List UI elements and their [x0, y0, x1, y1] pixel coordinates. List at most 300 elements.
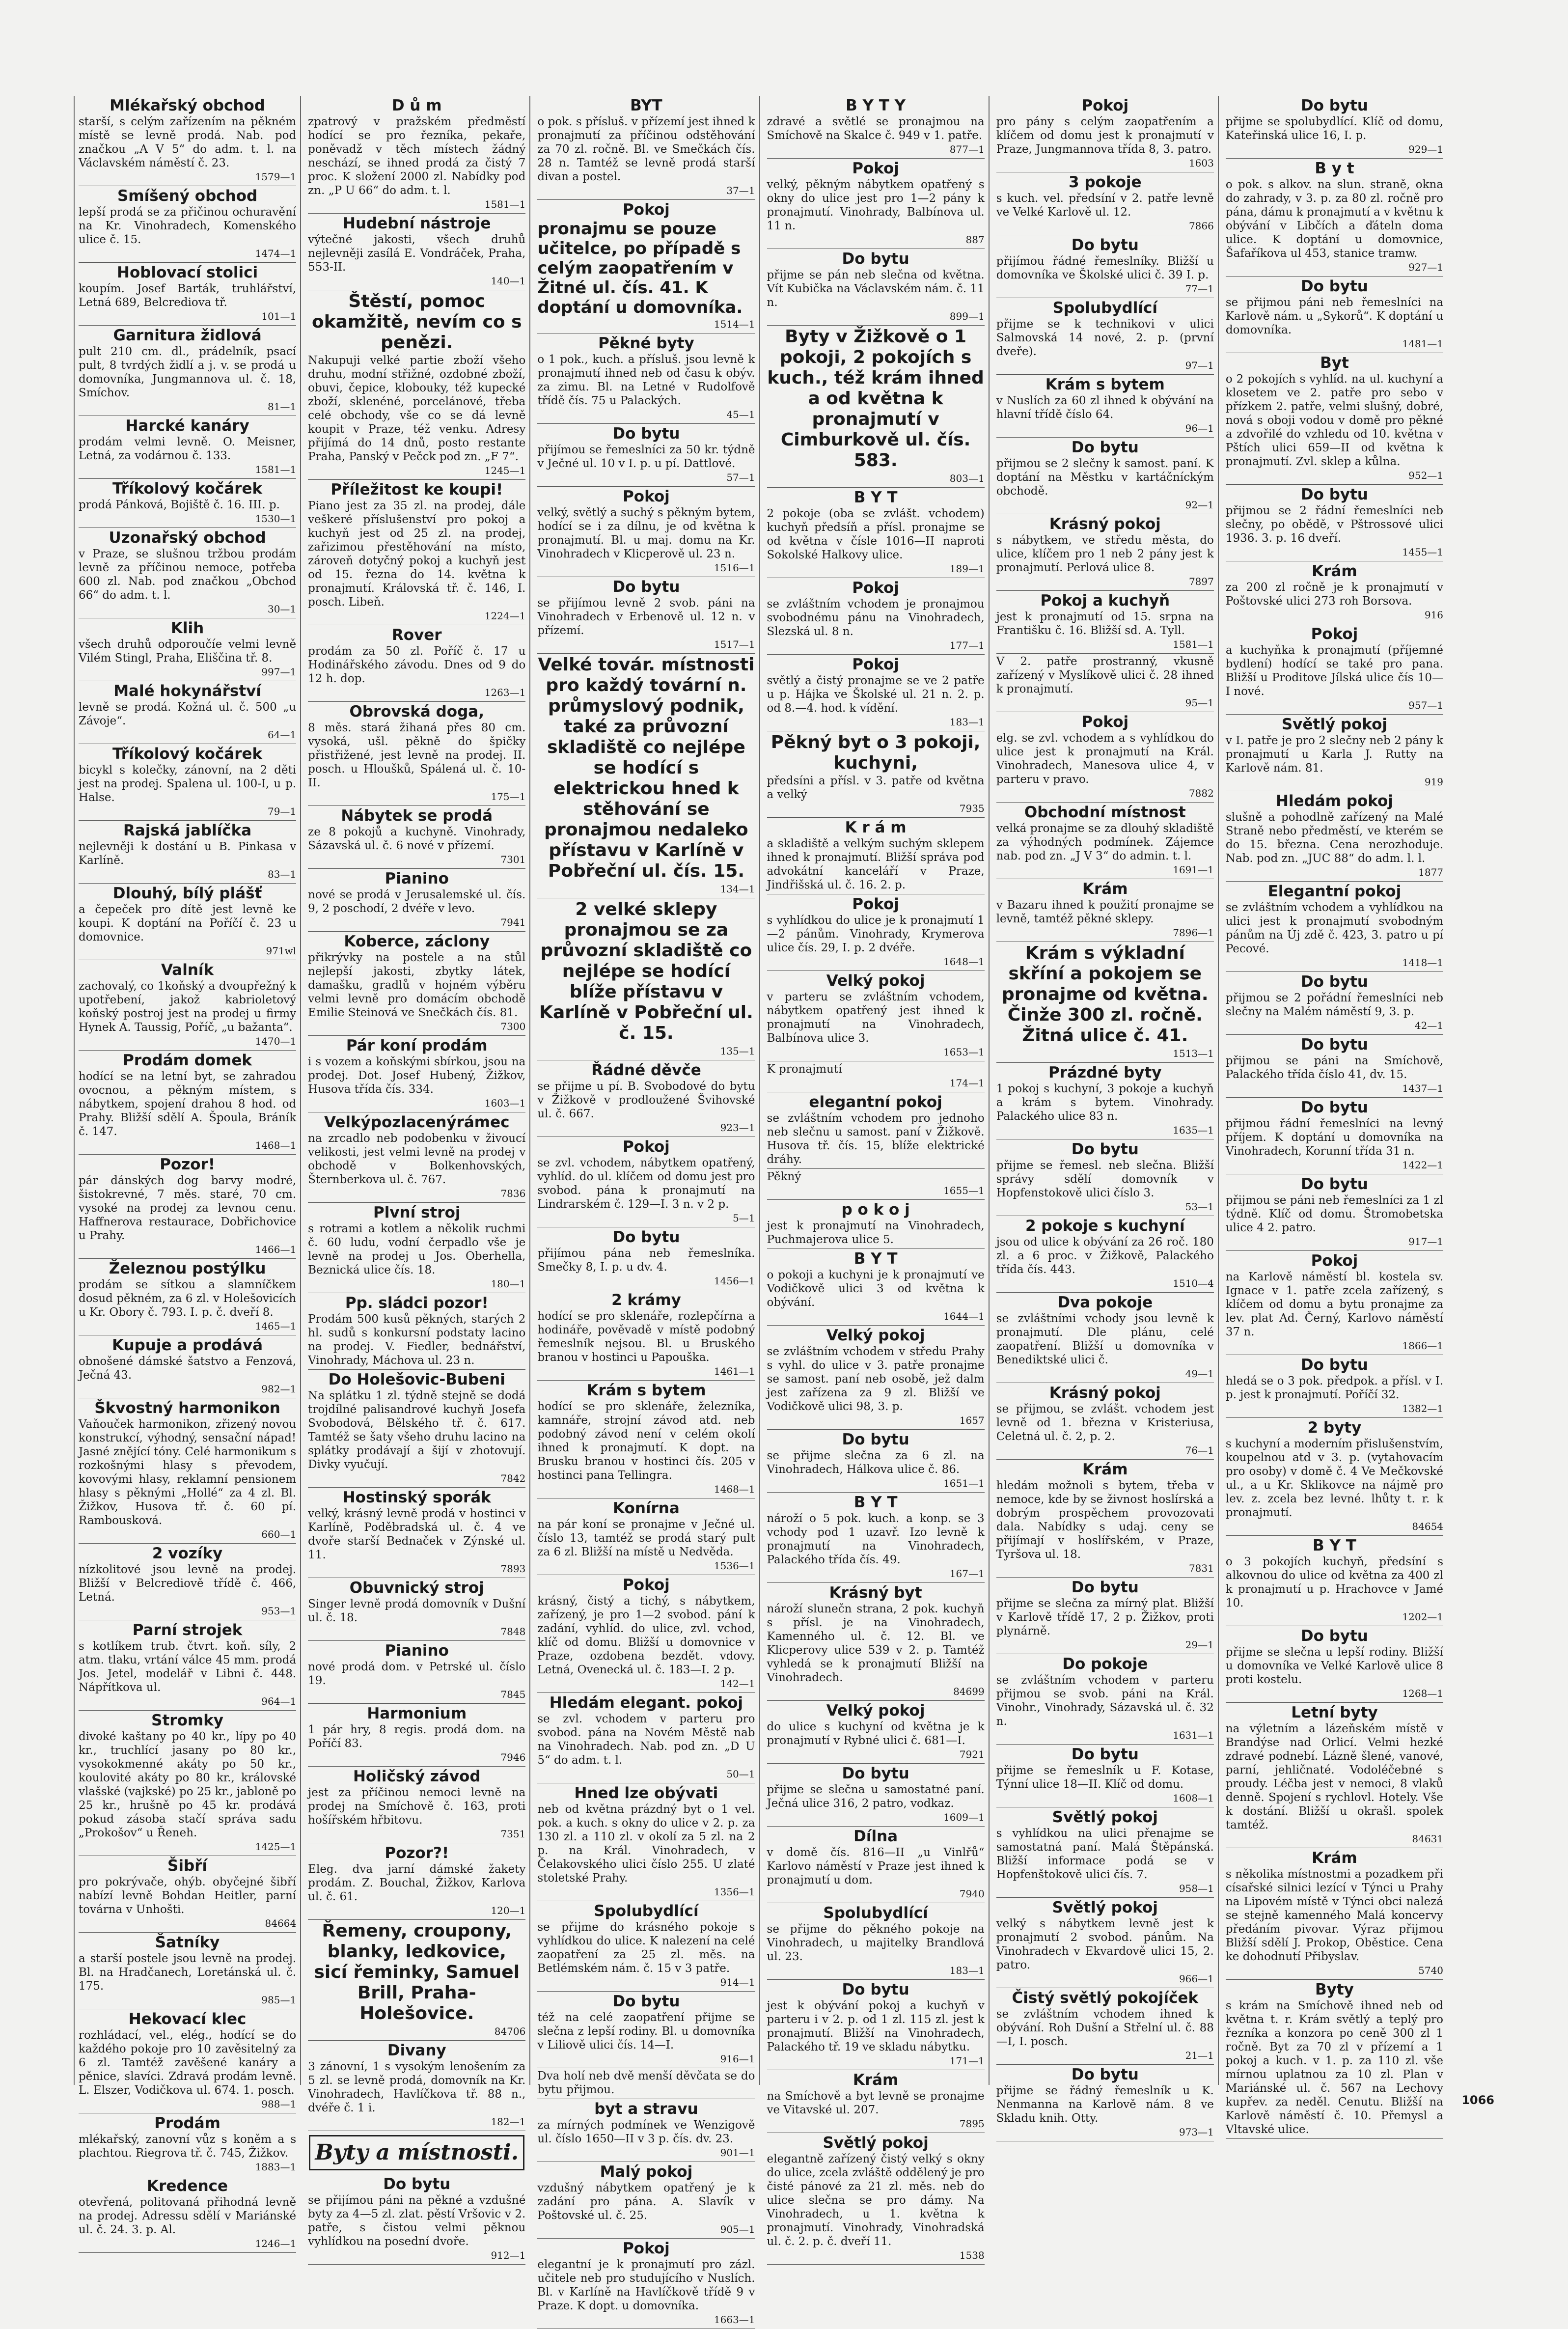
classified-ad: [1226, 96, 1443, 159]
ad-number: 660—1: [261, 1528, 297, 1540]
ad-body: prodám velmi levně. O. Meisner, Letná, za vodárnou č. 133.: [79, 436, 297, 462]
ad-body: přijme se slečna za mírný plat. Bližší v Karlově třídě 17, 2 p. Žižkov, proti plynárně.: [996, 1597, 1214, 1637]
classified-ad: [767, 1092, 985, 1169]
ad-number: 84706: [494, 2025, 526, 2037]
ad-number: 1422—1: [1402, 1159, 1444, 1171]
ad-number: 1468—1: [714, 1483, 755, 1495]
ad-number: 7848: [500, 1626, 526, 1637]
classified-ad: [308, 96, 525, 214]
ad-body: též na celé zaopatření přijme se slečna z lepší rodiny. Bl. u domovníka v Liliově ulici čís. 14—I.: [537, 2011, 755, 2052]
classified-ad: [767, 1980, 985, 2070]
ad-body: Eleg. dva jarní dámské žakety prodám. Z. Bouchal, Žižkov, Karlova ul. č. 61.: [308, 1863, 526, 1903]
classified-ad: [308, 932, 525, 1036]
ad-number: 1356—1: [714, 1886, 755, 1898]
ad-number: 171—1: [949, 2055, 985, 2067]
ad-body: přijímou se řemeslníci za 50 kr. týdně v Ječné ul. 10 v I. p. u pí. Dattlové.: [537, 444, 755, 470]
ad-body: se zvláštním vchodem a vyhlídkou na ulici jest k pronajmutí svobodným pánům na Új zdě č. 423, 3. patro u pí Pecové.: [1225, 901, 1444, 955]
classified-ad: [308, 1203, 525, 1293]
classified-ad: [79, 2176, 296, 2253]
ad-headline: Rover: [391, 626, 442, 644]
ad-headline: Tříkolový kočárek: [112, 745, 263, 763]
ad-headline: Pokoj: [623, 1576, 670, 1594]
ad-body: s kuch. vel. předsíní v 2. patře levně ve Velké Karlově ul. 12.: [996, 192, 1214, 219]
classified-ad: [537, 1137, 755, 1227]
column-6: [1222, 96, 1447, 2136]
ad-headline: Do bytu: [1071, 236, 1139, 254]
ad-headline: Velký pokoj: [826, 1702, 925, 1719]
ad-body: krásný, čistý a tichý, s nábytkem, zařízený, je pro 1—2 svobod. pání k zadání, vyhlíd. do ulice, zvl. vchod, klíč od domu. Bližší u domovnice v Praze, ozdobena bezdět. vdovy. Letná, Ovenecká ul. č. 183—I. 2 p.: [537, 1595, 755, 1676]
ad-body: o pok. s přísluš. v přízemí jest ihned k pronajmutí za příčinou odstěhování za 70 zl. ročně. Bl. ve Smečkách čís. 28 n. Tamtéž se levně prodá starší divan a postel.: [537, 115, 755, 183]
classified-ad: [996, 235, 1214, 298]
ad-headline: Šibří: [167, 1857, 208, 1875]
ad-body: nové se prodá v Jerusalemské ul. čís. 9, 2 poschodí, 2 dvéře v levo.: [308, 888, 526, 915]
ad-number: 1609—1: [943, 1811, 985, 1823]
ad-number: 183—1: [949, 1965, 985, 1976]
ad-headline: Smíšený obchod: [117, 187, 258, 205]
ad-body: na Karlově náměstí bl. kostela sv. Ignace v 1. patře zcela zařízený, s klíčem od domu a bytu pronajme za lev. plat Ad. Černý, Karlovo náměstí 37 n.: [1225, 1271, 1444, 1338]
column-4: [763, 96, 990, 2261]
classified-ad: [996, 514, 1214, 591]
ad-headline: elegantní pokoj: [809, 1093, 942, 1111]
ad-body: se přijme do pěkného pokoje na Vinohradech, u majitelky Brandlová ul. 23.: [767, 1923, 985, 1963]
ad-headline: Světlý pokoj: [1052, 1899, 1158, 1916]
ad-headline: K r á m: [845, 819, 907, 836]
ad-number: 84699: [953, 1686, 985, 1697]
ad-number: 5740: [1418, 1965, 1444, 1976]
ad-number: 7301: [500, 854, 526, 865]
ad-body: pro pokrývače, ohýb. obyčejné šibří nabízí levně Bohdan Heitler, parní továrna v Unhošti.: [79, 1876, 297, 1916]
ad-headline: Pokoj: [1311, 1252, 1358, 1270]
ad-headline: Krásný pokoj: [1049, 1384, 1161, 1402]
ad-body: o pokoji a kuchyni je k pronajmutí ve Vodičkově ulici 3 od května k obývání.: [767, 1269, 985, 1309]
ad-body: přijme se k technikovi v ulici Salmovská 14 nové, 2. p. (první dveře).: [996, 318, 1214, 358]
ad-body: a čepeček pro dítě jest levně ke koupi. K doptání na Poříčí č. 23 u domovnice.: [79, 903, 297, 943]
ad-headline: Pokoj: [623, 488, 670, 505]
ad-headline: 2 pokoje s kuchyní: [1025, 1217, 1185, 1235]
ad-number: 988—1: [261, 2098, 297, 2110]
classified-ad: [1226, 624, 1443, 715]
ad-number: 84631: [1412, 1833, 1444, 1845]
ad-number: 877—1: [949, 143, 985, 155]
ad-body: se zvl. vchodem v parteru pro svobod. pána na Novém Městě nab na Vinohradech. Nab. pod zn. „D U 5“ do adm. t. l.: [537, 1713, 755, 1767]
classified-ad: [767, 1169, 985, 1200]
classified-ad: [767, 971, 985, 1061]
ad-number: 1530—1: [255, 513, 297, 525]
ad-number: 57—1: [726, 471, 755, 483]
ad-number: 7351: [500, 1828, 526, 1840]
classified-ad: [308, 1578, 525, 1641]
ad-number: 803—1: [949, 472, 985, 484]
ad-number: 7842: [500, 1472, 526, 1484]
ad-number: 5—1: [733, 1212, 755, 1224]
ad-body: se zvláštním vchodem pro jednoho neb slečnu u samost. paní v Žižkově. Husova tř. čís. 15, blíže elektrické dráhy.: [767, 1112, 985, 1166]
ad-number: 1877: [1418, 866, 1444, 878]
ad-headline: Kupuje a prodává: [112, 1336, 263, 1354]
ad-number: 1655—1: [943, 1185, 985, 1196]
ad-body: v Bazaru ihned k použití pronajme se levně, tamtéž pěkné sklepy.: [996, 899, 1214, 925]
ad-number: 1456—1: [714, 1275, 755, 1287]
ad-number: 177—1: [949, 639, 985, 651]
classified-ad: [308, 625, 525, 702]
classified-ad: [767, 818, 985, 894]
ad-headline: Pokoj: [623, 1138, 670, 1156]
ad-body: prodám za 50 zl. Poříč č. 17 u Hodinářského závodu. Dnes od 9 do 12 h. dop.: [308, 645, 526, 685]
classified-ad: [79, 528, 296, 618]
classified-ad: [79, 681, 296, 744]
ad-body: na Smíchově a byt levně se pronajme ve Vitavské ul. 207.: [767, 2090, 985, 2116]
ad-number: 1648—1: [943, 956, 985, 968]
ad-number: 1513—1: [1173, 1048, 1214, 1059]
ad-number: 7941: [500, 916, 526, 928]
ad-body: přijmou se 2 pořádní řemeslníci neb slečny na Malém náměstí 9, 3. p.: [1225, 992, 1444, 1018]
ad-headline: Do bytu: [842, 250, 909, 268]
classified-ad: [537, 1227, 755, 1290]
ad-body: přijme se pán neb slečna od května. Vít Kubička na Václavském nám. č. 11 n.: [767, 269, 985, 309]
ad-body: 3 zánovní, 1 s vysokým lenošením za 5 zl. se levně prodá, domovník na Kr. Vinohradech, Havlíčkova tř. 88 n., dvéře č. 1 i.: [308, 2060, 526, 2114]
classified-ad: [996, 1745, 1214, 1807]
classified-ad: [308, 1293, 525, 1370]
classified-ad: [537, 200, 755, 333]
ad-headline: Kredence: [147, 2177, 228, 2195]
ad-body: přijme se řemeslník u F. Kotase, Týnní ulice 18—II. Klíč od domu.: [996, 1764, 1214, 1791]
ad-number: 174—1: [949, 1077, 985, 1089]
classified-ad: [767, 96, 985, 159]
ad-body: nejlevněji k dostání u B. Pinkasa v Karlíně.: [79, 840, 297, 867]
ad-body: 1 pár hry, 8 regis. prodá dom. na Poříčí 83.: [308, 1723, 526, 1750]
classified-ad: [308, 1920, 525, 2041]
ad-headline: Do bytu: [1300, 1099, 1368, 1116]
ad-headline: Do bytu: [1300, 486, 1368, 503]
ad-headline: Do pokoje: [1062, 1655, 1148, 1673]
ad-number: 81—1: [267, 401, 297, 413]
ad-number: 916: [1424, 609, 1444, 621]
ad-number: 1866—1: [1402, 1340, 1444, 1352]
ad-number: 1663—1: [714, 2314, 755, 2326]
ad-body: slušně a pohodlně zařízený na Malé Straně nebo předměstí, ve kterém se do 15. března. Cena nerozhoduje. Nab. pod zn. „JUC 88“ do adm. l. l.: [1225, 811, 1444, 865]
classified-ad: [537, 1693, 755, 1783]
classified-ad: [537, 1290, 755, 1381]
ad-number: 1263—1: [484, 687, 526, 698]
classified-ad: [537, 1901, 755, 1992]
ad-body: za mírných podmínek ve Wenzigově ul. číslo 1650—II v 3 p. čís. dv. 23.: [537, 2119, 755, 2145]
ad-number: 21—1: [1185, 2050, 1214, 2061]
ad-number: 79—1: [267, 805, 297, 817]
ad-body: K pronajmutí: [767, 1063, 842, 1076]
ad-headline: B Y T: [853, 1494, 898, 1511]
ad-number: 905—1: [720, 2223, 755, 2235]
classified-ad: [1226, 1703, 1443, 1848]
ad-number: 30—1: [267, 603, 297, 615]
ad-body: o pok. s alkov. na slun. straně, okna do zahrady, v 3. p. za 80 zl. ročně pro pána, dámu k pronajmutí a v květnu k obývání v Libčích a ďáteln doma ulice. K doptání u domovnice, Šafaříkova ul 453, stanice tramw.: [1225, 178, 1444, 260]
ad-number: 1883—1: [255, 2161, 297, 2173]
ad-headline: Holičský závod: [353, 1768, 481, 1785]
ad-number: 957—1: [1408, 699, 1444, 711]
ad-number: 1517—1: [714, 638, 755, 650]
ad-headline: Krám: [1082, 1461, 1128, 1478]
classified-ad: [537, 1498, 755, 1575]
classified-ad: [537, 898, 755, 1060]
ad-headline: Pp. sládci pozor!: [345, 1294, 489, 1312]
ad-body: přikrývky na postele a na stůl nejlepší jakosti, zbytky látek, damašku, gradlů v hojném výběru velmi levně pro domácím obchodě Emilie Steinová ve Snečkách čís. 81.: [308, 951, 526, 1019]
ad-headline: Byty: [1315, 1981, 1354, 1998]
ad-number: 7895: [959, 2118, 985, 2130]
classified-ad: [1226, 561, 1443, 624]
ad-body: nároží slunečn strana, 2 pok. kuchyň s přísl. je na Vinohradech, Kamenného ul. č. 12. Bl. ve Klicperovy ulice 539 v 2. p. Tamtéž vyhledá se k pronajmutí Bližší na Vinohradech.: [767, 1603, 985, 1684]
ad-headline: Valník: [161, 961, 214, 979]
ad-headline: Uzonařský obchod: [109, 529, 266, 547]
classified-ad: [308, 702, 525, 806]
ad-body: elegantně zařízený čistý velký s okny do ulice, zcela zvláště oddělený je pro čisté pánové za 21 zl. měs. neb do ulice slečna se pro dámy. Na Vinohradech, u 1. května k pronajmutí. Vinohrady, Vinohradská ul. č. 2. p. č. dveří 11.: [767, 2153, 985, 2248]
ad-body: přijímou pána neb řemeslníka. Smečky 8, I. p. u dv. 4.: [537, 1247, 755, 1274]
ad-headline: Dlouhý, bílý plášť: [112, 885, 262, 902]
ad-headline: Pianino: [385, 1642, 449, 1660]
classified-ad: [1226, 485, 1443, 561]
classified-ad: [1226, 1980, 1443, 2139]
ad-number: 919: [1424, 776, 1444, 788]
ad-headline: Krám s výkladní skříní a pokojem se pronajme od května. Činže 300 zl. ročně. Žitná ulice č. 41.: [1001, 943, 1209, 1046]
ad-body: s vyhlídkou do ulice je k pronajmutí 1—2 pánům. Vinohrady, Krymerova ulice čís. 29, I. p. 2 dvéře.: [767, 914, 985, 954]
classified-ad: [537, 1060, 755, 1137]
ad-number: 1536—1: [714, 1560, 755, 1572]
ad-number: 7897: [1188, 576, 1214, 587]
ad-headline: Plvní stroj: [373, 1204, 461, 1221]
classified-ad: [308, 2174, 525, 2265]
ad-body: nároží o 5 pok. kuch. a konp. se 3 vchody pod 1 uzavř. Izo levně k pronajmutí na Vinohradech, Palackého třída čís. 49.: [767, 1512, 985, 1566]
ad-headline: Škvostný harmonikon: [94, 1399, 280, 1417]
ad-number: 7893: [500, 1563, 526, 1575]
ad-number: 7940: [959, 1888, 985, 1900]
classified-ad: [79, 186, 296, 263]
classified-ad: [1226, 1174, 1443, 1251]
ad-body: pár dánských dog barvy modré, šistokrevné, 7 měs. staré, 70 cm. vysoké na prodej za levnou cenu. Haffnerova restaurace, Dobřichovice u Prahy.: [79, 1174, 297, 1242]
classified-ad: [1226, 1355, 1443, 1418]
classified-ad: [996, 96, 1214, 172]
ad-number: 1657: [959, 1414, 985, 1426]
classified-ad: [996, 2065, 1214, 2141]
ad-body: přijmou se páni neb řemeslníci za 1 zl týdně. Klíč od domu. Štromobetska ulice 4 2. patro.: [1225, 1194, 1444, 1234]
ad-body: předsíni a přísl. v 3. patře od května a velký: [767, 775, 985, 801]
classified-ad: [308, 480, 525, 625]
classified-ad: [308, 1112, 525, 1203]
ad-number: 899—1: [949, 310, 985, 322]
ad-headline: Do bytu: [1300, 973, 1368, 991]
classified-ad: [767, 578, 985, 655]
ad-headline: Krám: [853, 2071, 899, 2089]
ad-body: přijme se spolubydlící. Klíč od domu, Kateřinská ulice 16, I. p.: [1225, 115, 1444, 142]
classified-ad: [79, 1933, 296, 2009]
classified-ad: [1226, 1626, 1443, 1703]
ad-body: prodá Pánková, Bojiště č. 16. III. p.: [79, 499, 280, 511]
classified-ad: [996, 1578, 1214, 1654]
ad-headline: Do bytu: [1071, 439, 1139, 456]
ad-headline: Do bytu: [1300, 97, 1368, 114]
classified-ad: [308, 1641, 525, 1704]
ad-headline: Pokoj: [1081, 97, 1129, 114]
ad-headline: 3 pokoje: [1068, 173, 1142, 191]
ad-body: se přijme u pí. B. Svobodové do bytu v Žižkově v prodloužené Švihovské ul. č. 667.: [537, 1080, 755, 1120]
ad-number: 167—1: [949, 1568, 985, 1580]
ad-number: 135—1: [720, 1045, 755, 1057]
page-number: 1066: [1461, 2093, 1494, 2107]
ad-headline: 2 vozíky: [152, 1545, 223, 1562]
ad-number: 29—1: [1185, 1639, 1214, 1651]
ad-body: divoké kaštany po 40 kr., lípy po 40 kr., truchlící jasany po 80 kr., vysokokmenné akáty po 50 kr., koulovité akáty po 80 kr., královské vlašské (vajkské) po 25 kr., jabloně po 25 kr., hrušně po 45 kr. prodává pokud zásoba stačí správa sadu „Prokošov“ u Řeneh.: [79, 1730, 297, 1839]
ad-headline: Spolubydlící: [823, 1904, 928, 1922]
ad-body: na zrcadlo neb podobenku v živoucí velikosti, jest velmi levně na prodej v obchodě v Bolkenhovských, Šternberkova ul. č. 767.: [308, 1132, 526, 1186]
ad-number: 1465—1: [255, 1320, 297, 1332]
ad-body: přijme se řemesl. neb slečna. Bližší správy sdělí domovník v Hopfenstokově ulici číslo 3.: [996, 1159, 1214, 1199]
ad-number: 1455—1: [1402, 546, 1444, 558]
ad-number: 1246—1: [255, 2238, 297, 2249]
ad-number: 1268—1: [1402, 1688, 1444, 1699]
classified-ad: [308, 1767, 525, 1843]
ad-body: elegantní je k pronajmutí pro zázl. učitele neb pro studujícího v Nuslích. Bl. v Karlíně na Havlíčkově třídě 9 v Praze. K dopt. u domovníka.: [537, 2258, 755, 2312]
classified-ad: [996, 1898, 1214, 1988]
ad-body: světlý a čistý pronajme se ve 2 patře u p. Hájka ve Školské ul. 21 n. 2. p. od 8.—4. hod. k vídění.: [767, 674, 985, 715]
ad-number: 53—1: [1185, 1201, 1214, 1213]
classified-ad: [767, 655, 985, 731]
classified-ad: [996, 803, 1214, 879]
column-1: [75, 96, 301, 2249]
ad-number: 64—1: [267, 729, 297, 741]
classified-ad: [79, 618, 296, 681]
ad-number: 1481—1: [1402, 338, 1444, 350]
ad-headline: Nábytek se prodá: [341, 807, 493, 825]
ad-number: 45—1: [726, 409, 755, 420]
ad-number: 985—1: [261, 1994, 297, 2006]
classified-ad: [1226, 1098, 1443, 1174]
ad-number: 97—1: [1185, 360, 1214, 371]
ad-headline: Řemeny, croupony, blanky, ledkovice, sicí řeminky, Samuel Brill, Praha-Holešovice.: [314, 1921, 520, 2024]
classified-ad: [1226, 715, 1443, 791]
classified-ad: [537, 96, 755, 200]
ad-body: velký, krásný levně prodá v hostinci v Karlíně, Poděbradská ul. č. 4 ve dvoře starší Bednaček v Zýnské ul. 11.: [308, 1507, 526, 1561]
ad-headline: Obrovská doga,: [349, 703, 484, 721]
ad-number: 96—1: [1185, 422, 1214, 434]
ad-number: 1382—1: [1402, 1403, 1444, 1414]
ad-body: 1 pokoj s kuchyní, 3 pokoje a kuchyň a krám s bytem. Vinohrady. Palackého ulice 83 n.: [996, 1082, 1214, 1123]
classified-ad: [79, 1544, 296, 1620]
ad-number: 964—1: [261, 1695, 297, 1707]
ad-headline: Krám s bytem: [586, 1382, 706, 1399]
classified-ad: [767, 1430, 985, 1493]
ad-number: 914—1: [720, 1976, 755, 1988]
classified-ad: [996, 172, 1214, 235]
classified-ad: [996, 1654, 1214, 1745]
ad-body: o 1 pok., kuch. a přísluš. jsou levně k pronajmutí ihned neb od času k obýv. za zimu. Bl. na Letné v Rudolfově třídě čís. 75 u Palackých.: [537, 353, 755, 407]
ad-number: 923—1: [720, 1122, 755, 1134]
ad-body: nové prodá dom. v Petrské ul. číslo 19.: [308, 1661, 526, 1687]
ad-number: 1635—1: [1173, 1124, 1214, 1136]
ad-body: jest k obývání pokoj a kuchyň v parteru i v 2. p. od 1 zl. 115 zl. jest k pronajmutí. Bližší na Vinohradech, Palackého tř. 19 ve skladu nábytku.: [767, 1999, 985, 2053]
ad-body: prodám se sítkou a slamníčkem dosud pěkném, za 6 zl. v Holešovicích u Kr. Obory č. 793. I. p. č. dveří 8.: [79, 1278, 297, 1319]
ad-headline: Obuvnický stroj: [349, 1579, 484, 1597]
ad-headline: Pokoj: [852, 160, 899, 177]
ad-headline: Světlý pokoj: [823, 2134, 929, 2152]
classified-ad: [767, 1764, 985, 1827]
ad-headline: Velkýpozlacenýrámec: [324, 1113, 510, 1131]
classified-ad: [996, 1063, 1214, 1139]
ad-headline: Pár koní prodám: [346, 1037, 488, 1054]
classified-ad: [996, 712, 1214, 803]
classified-ad: [996, 298, 1214, 375]
ad-body: hodící se pro sklenáře, rozlepčírna a hodináře, pověvadě v místě podobný řemeslník nejsou. Bl. u Bruského branou v hostinci u Papouška.: [537, 1310, 755, 1364]
classified-ad: [996, 375, 1214, 438]
ad-headline: Hledám pokoj: [1275, 792, 1393, 810]
ad-headline: Pokoj: [1311, 625, 1358, 643]
classified-ad: [308, 214, 525, 290]
classified-ad: [308, 1704, 525, 1767]
ad-body: vzdušný nábytkem opatřený je k zadání pro pána. A. Slavík v Poštovské ul. č. 25.: [537, 2182, 755, 2222]
ad-number: 84654: [1412, 1521, 1444, 1532]
ad-body: se přijímou levně 2 svob. páni na Vinohradech v Erbenově ul. 12 n. v přízemí.: [537, 597, 755, 637]
classified-ad: [767, 1326, 985, 1430]
ad-body: s kuchyní a moderním přislušenstvím, koupelnou atd v 3. p. (vytahovacím pro osoby) v domě č. 4 Ve Mečkovské ul., a u Kr. Sklikovce na nájmě pro lev. z. zcela bez levné. lhůty t. r. k pronajmutí.: [1225, 1438, 1444, 1519]
classified-ad: [767, 1061, 985, 1092]
ad-headline: Do bytu: [1071, 1579, 1139, 1596]
ad-headline: Klih: [170, 619, 204, 637]
ad-body: a starší postele jsou levně na prodej. Bl. na Hradčanech, Loretánská ul. č. 175.: [79, 1952, 297, 1993]
ad-number: 1631—1: [1173, 1729, 1214, 1741]
ad-body: Na splátku 1 zl. týdně stejně se dodá trojdílné palisandrové kuchyň Josefa Svobodová, Bělského tř. č. 617. Tamtéž se šaty všeho druhu lacino na splátky prodávají a šijí v zhotovují. Divky vyučují.: [308, 1389, 526, 1471]
ad-headline: Do bytu: [612, 425, 680, 443]
ad-number: 49—1: [1185, 1368, 1214, 1380]
ad-body: s rotrami a kotlem a několik ruchmi č. 60 ludu, vodní čerpadlo vše je levně na prodej u Jos. Oberhella, Beznická ulice čís. 18.: [308, 1222, 526, 1276]
ad-headline: Konírna: [613, 1499, 680, 1517]
ad-headline: byt a stravu: [594, 2100, 698, 2118]
ad-headline: Hned lze obývati: [574, 1784, 718, 1802]
ad-headline: Do bytu: [612, 578, 680, 596]
ad-number: 1603: [1188, 157, 1214, 169]
ad-body: velký s nábytkem levně jest k pronajmutí 2 svobod. pánům. Na Vinohradech v Ekvardově ulici 15, 2. patro.: [996, 1917, 1214, 1971]
classified-ad: [79, 2009, 296, 2113]
ad-body: velká pronajme se za dlouhý skladiště za výhodných podmínek. Zájemce nab. pod zn. „J V 3“ do admin. t. l.: [996, 822, 1214, 862]
ad-headline: Krám: [1082, 880, 1128, 898]
ad-headline: Spolubydlící: [594, 1902, 699, 1920]
ad-headline: Spolubydlící: [1052, 299, 1157, 317]
ad-body: Prodám 500 kusů pěkných, starých 2 hl. sudů s konkursní podstaty lacino na prodej. V. Fiedler, bednářství, Vinohrady, Máchova ul. 23 n.: [308, 1313, 526, 1367]
ad-body: hodící se na letní byt, se zahradou ovocnou, a pěkným místem, s nábytkem, spojení drahou 8 hod. od Prahy. Bližší sdělí A. Špoula, Bráník č. 147.: [79, 1070, 297, 1138]
ad-body: přijímou řádné řemeslníky. Bližší u domovníka ve Školské ulici č. 39 I. p.: [996, 255, 1214, 281]
ad-body: velký, pěkným nábytkem opatřený s okny do ulice jest pro 1—2 pány k pronajmutí. Vinohrady, Balbínova ul. 11 n.: [767, 178, 985, 232]
classified-ad: [537, 2099, 755, 2162]
ad-body: do ulice s kuchyní od května je k pronajmutí v Rybné ulici č. 681—I.: [767, 1720, 985, 1747]
classified-ad: [537, 654, 755, 898]
ad-headline: Do bytu: [1071, 1746, 1139, 1763]
ad-number: 1425—1: [255, 1841, 297, 1853]
classified-ad: [79, 884, 296, 960]
ad-headline: Pozor!: [160, 1156, 215, 1173]
ad-headline: Krám: [1312, 1849, 1357, 1867]
classified-ad: [537, 2162, 755, 2239]
ad-number: 7946: [500, 1751, 526, 1763]
ad-headline: Hoblovací stolici: [117, 264, 258, 281]
ad-headline: Pokoj: [852, 656, 899, 673]
ad-number: 175—1: [491, 791, 526, 803]
classified-ad: [537, 333, 755, 424]
ad-number: 1202—1: [1402, 1611, 1444, 1623]
classified-ad: [79, 96, 296, 186]
ad-headline: Pokoj: [852, 895, 899, 913]
ad-body: se zvl. vchodem, nábytkem opatřený, vyhlíd. do ul. klíčem od domu jest pro svobod. pána k pronajmutí na Lindrarském č. 129—I. 3 n. v 2 p.: [537, 1157, 755, 1211]
ad-number: 927—1: [1408, 261, 1444, 273]
ad-body: rozhládací, vel., elég., hodící se do každého pokoje pro 10 zavěsitelný za 6 zl. Tamtéž zavěšené kanáry a pěnice, slavíci. Zdravá prodám levně. L. Elszer, Vodičkova ul. 674. 1. posch.: [79, 2029, 297, 2097]
ad-number: 973—1: [1179, 2126, 1214, 2138]
ad-number: 901—1: [720, 2147, 755, 2159]
classified-ad: [537, 487, 755, 577]
ad-number: 997—1: [261, 666, 297, 678]
classified-ad: [79, 1398, 296, 1544]
